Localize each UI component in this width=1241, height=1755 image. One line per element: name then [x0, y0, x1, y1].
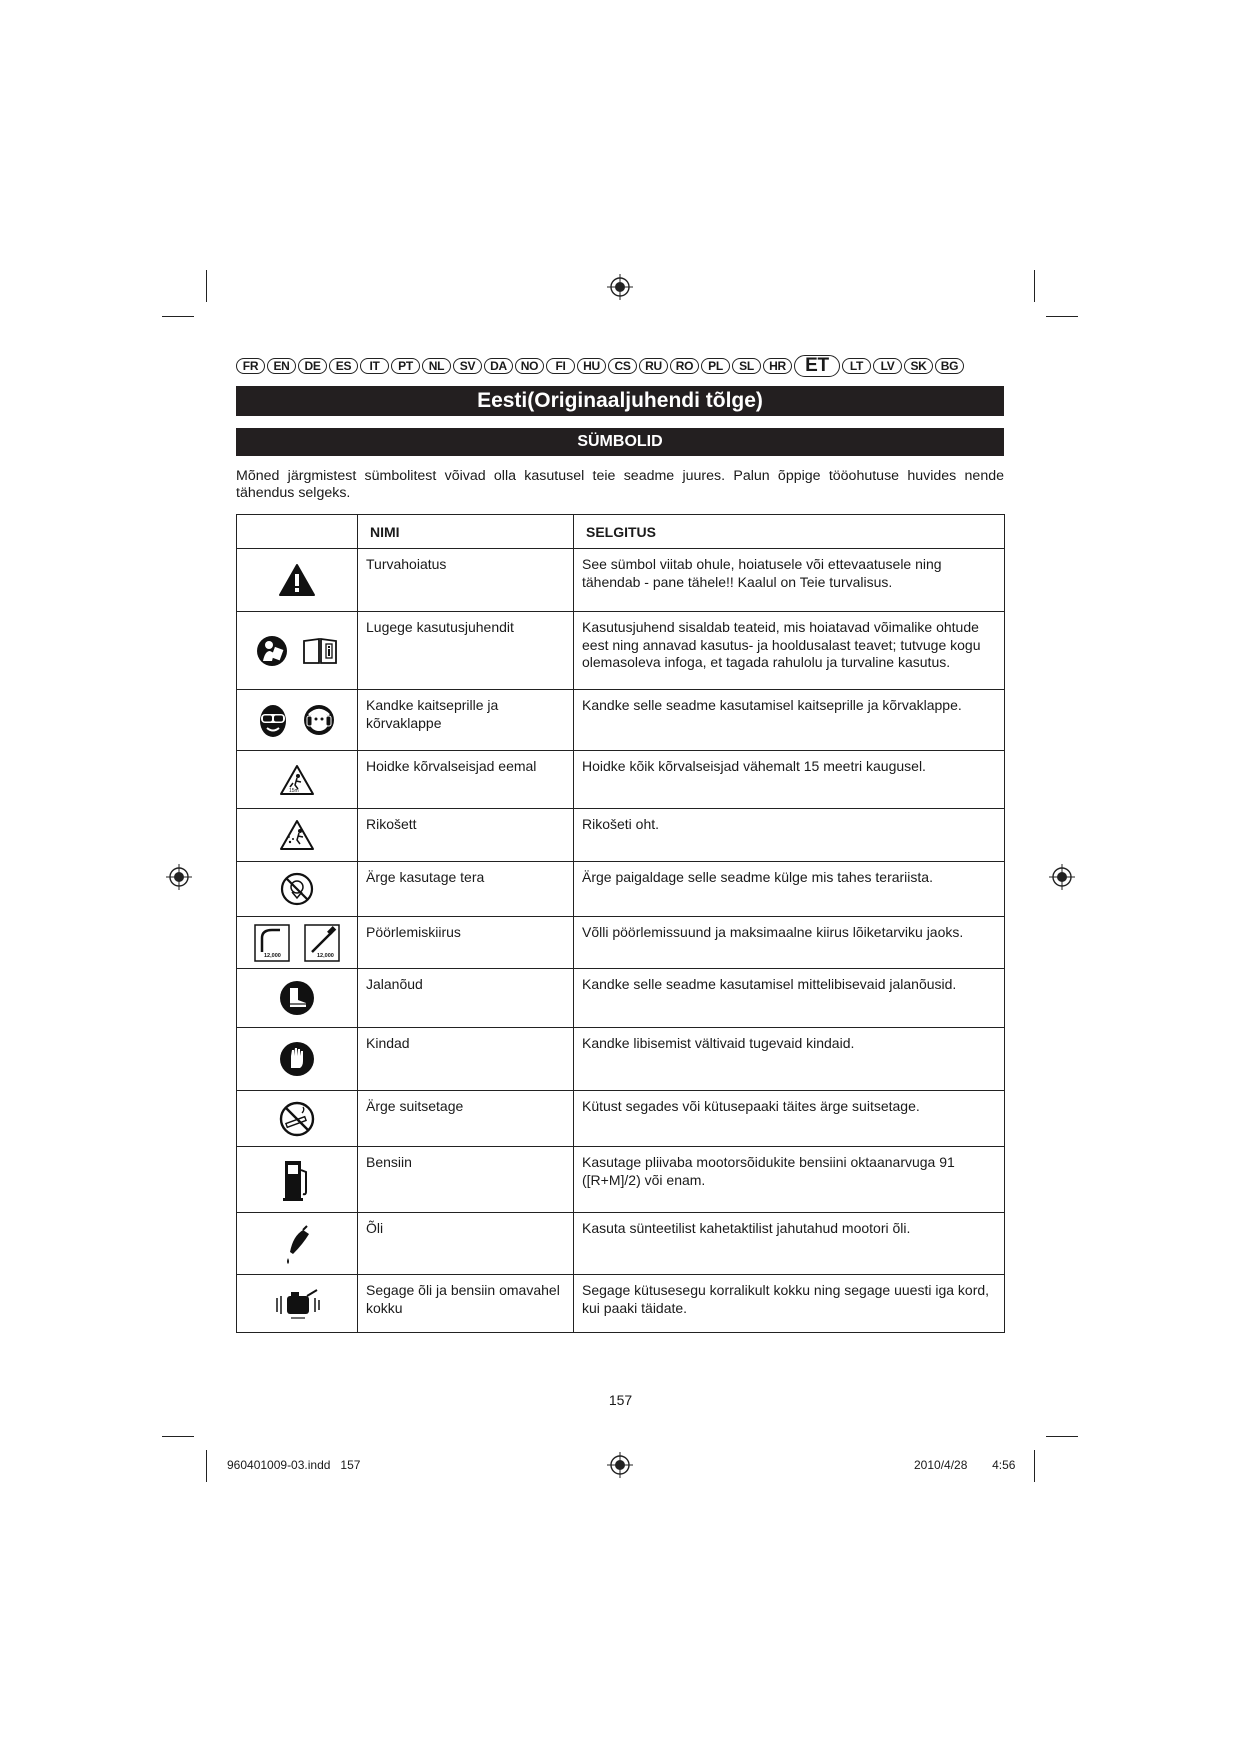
symbol-description: Kandke selle seadme kasutamisel mittelibisevaid jalanõusid. [582, 976, 957, 992]
language-selector [236, 356, 1004, 376]
language-tab-fi: FI [546, 358, 575, 374]
language-tab-sk: SK [904, 358, 933, 374]
symbol-name: Jalanõud [366, 976, 423, 992]
language-tab-sv: SV [453, 358, 482, 374]
crop-mark [1034, 1450, 1035, 1482]
language-tab-pt: PT [391, 358, 420, 374]
description-column-header: SELGITUS [574, 515, 1005, 549]
symbol-name: Kindad [366, 1035, 410, 1051]
footer-date: 2010/4/28 [914, 1458, 968, 1472]
language-tab-et: ET [794, 355, 840, 377]
language-tab-ro: RO [670, 358, 699, 374]
symbol-description: Ärge paigaldage selle seadme külge mis tahes terariista. [582, 869, 933, 885]
table-row [237, 809, 1005, 862]
symbol-description: Hoidke kõik kõrvalseisjad vähemalt 15 meetri kaugusel. [582, 758, 926, 774]
section-heading: SÜMBOLID [236, 428, 1004, 456]
rotation-curved-shaft-icon [254, 924, 290, 962]
table-row [237, 612, 1005, 690]
table-row [237, 751, 1005, 809]
table-row [237, 1213, 1005, 1275]
language-tab-de: DE [298, 358, 327, 374]
symbol-name: Hoidke kõrvalseisjad eemal [366, 758, 537, 774]
language-tab-ru: RU [639, 358, 668, 374]
table-row [237, 969, 1005, 1028]
language-tab-pl: PL [701, 358, 730, 374]
table-row [237, 1147, 1005, 1213]
language-tab-hu: HU [577, 358, 606, 374]
language-tab-fr: FR [236, 358, 265, 374]
crop-mark [162, 316, 194, 317]
goggles-icon [258, 702, 288, 738]
crop-mark [206, 270, 207, 302]
language-tab-lv: LV [873, 358, 902, 374]
crop-mark [1046, 316, 1078, 317]
ricochet-warning-icon [278, 818, 316, 852]
language-tab-nl: NL [422, 358, 451, 374]
page-title: Eesti(Originaaljuhendi tõlge) [236, 386, 1004, 416]
table-row [237, 1028, 1005, 1091]
symbol-name: Õli [366, 1220, 384, 1236]
symbol-description: Kasutusjuhend sisaldab teateid, mis hoiatavad võimalike ohtude eest ning annavad kasutus- ja hooldusalast teavet; tutvuge kogu olemasoleva infoga, et tagada rahulolu ja turvaline kasutus. [582, 619, 981, 670]
manual-book-icon [302, 637, 338, 665]
crop-mark [206, 1450, 207, 1482]
crop-mark [162, 1436, 194, 1437]
table-row [237, 1091, 1005, 1147]
symbol-name: Ärge suitsetage [366, 1098, 464, 1114]
registration-mark-icon [1049, 864, 1075, 890]
symbol-description: Võlli pöörlemissuund ja maksimaalne kiirus lõiketarviku jaoks. [582, 924, 964, 940]
symbol-name: Turvahoiatus [366, 556, 447, 572]
symbol-description: Kasuta sünteetilist kahetaktilist jahutahud mootori õli. [582, 1220, 911, 1236]
page-number: 157 [608, 1392, 633, 1408]
footer-filename: 960401009-03.indd 157 [227, 1458, 361, 1472]
table-row [237, 1275, 1005, 1333]
name-column-header: NIMI [358, 515, 574, 549]
symbol-description: Kütust segades või kütusepaaki täites ärge suitsetage. [582, 1098, 920, 1114]
symbol-name: Lugege kasutusjuhendit [366, 619, 514, 635]
footer-timestamp [914, 1458, 1015, 1472]
symbol-name: Rikošett [366, 816, 417, 832]
registration-mark-icon [607, 274, 633, 300]
table-row [237, 549, 1005, 612]
warning-triangle-icon [278, 563, 316, 597]
symbol-name: Bensiin [366, 1154, 412, 1170]
read-manual-person-icon [256, 635, 288, 667]
table-header-row [237, 515, 1005, 549]
registration-mark-icon [607, 1452, 633, 1478]
symbol-name: Segage õli ja bensiin omavahel kokku [366, 1282, 560, 1316]
oil-can-icon [281, 1222, 313, 1266]
mix-fuel-can-icon [271, 1286, 323, 1322]
crop-mark [1034, 270, 1035, 302]
language-tab-no: NO [515, 358, 544, 374]
language-tab-da: DA [484, 358, 513, 374]
symbols-table [236, 514, 1005, 1333]
language-tab-en: EN [267, 358, 296, 374]
gloves-icon [279, 1041, 315, 1077]
fuel-pump-icon [282, 1158, 312, 1202]
boots-icon [279, 980, 315, 1016]
distance-label: 15m [289, 787, 299, 794]
symbol-name: Pöörlemiskiirus [366, 924, 461, 940]
language-tab-sl: SL [732, 358, 761, 374]
table-row [237, 917, 1005, 969]
symbol-description: Kasutage pliivaba mootorsõidukite bensiini oktaanarvuga 91 ([R+M]/2) või enam. [582, 1154, 955, 1188]
crop-mark [1046, 1436, 1078, 1437]
language-tab-lt: LT [842, 358, 871, 374]
table-row [237, 862, 1005, 917]
language-tab-it: IT [360, 358, 389, 374]
symbol-description: Segage kütusesegu korralikult kokku ning segage uuesti iga kord, kui paaki täidate. [582, 1282, 990, 1316]
language-tab-bg: BG [935, 358, 964, 374]
language-tab-cs: CS [608, 358, 637, 374]
no-blade-icon [280, 872, 314, 906]
footer-time: 4:56 [992, 1458, 1016, 1472]
symbol-name: Kandke kaitseprille ja kõrvaklappe [366, 697, 499, 731]
table-row [237, 690, 1005, 751]
rotation-straight-shaft-icon [304, 924, 340, 962]
icon-column-header [237, 515, 358, 549]
ear-protection-icon [302, 703, 336, 737]
language-tab-hr: HR [763, 358, 792, 374]
bystanders-warning-icon [278, 763, 316, 797]
language-tab-es: ES [329, 358, 358, 374]
symbol-description: Kandke selle seadme kasutamisel kaitseprille ja kõrvaklappe. [582, 697, 962, 713]
registration-mark-icon [166, 864, 192, 890]
no-smoking-icon [279, 1101, 315, 1137]
symbol-description: See sümbol viitab ohule, hoiatusele või ettevaatusele ning tähendab - pane tähele!! Kaalul on Teie turvalisus. [582, 556, 942, 590]
symbol-description: Rikošeti oht. [582, 816, 660, 832]
speed-label: 12,000 [317, 952, 334, 959]
symbol-name: Ärge kasutage tera [366, 869, 485, 885]
symbol-description: Kandke libisemist vältivaid tugevaid kindaid. [582, 1035, 855, 1051]
speed-label: 12,000 [264, 952, 281, 959]
intro-paragraph: Mõned järgmistest sümbolitest võivad olla kasutusel teie seadme juures. Palun õppige tööohutuse huvides nende tähendus selgeks. [236, 468, 1004, 501]
